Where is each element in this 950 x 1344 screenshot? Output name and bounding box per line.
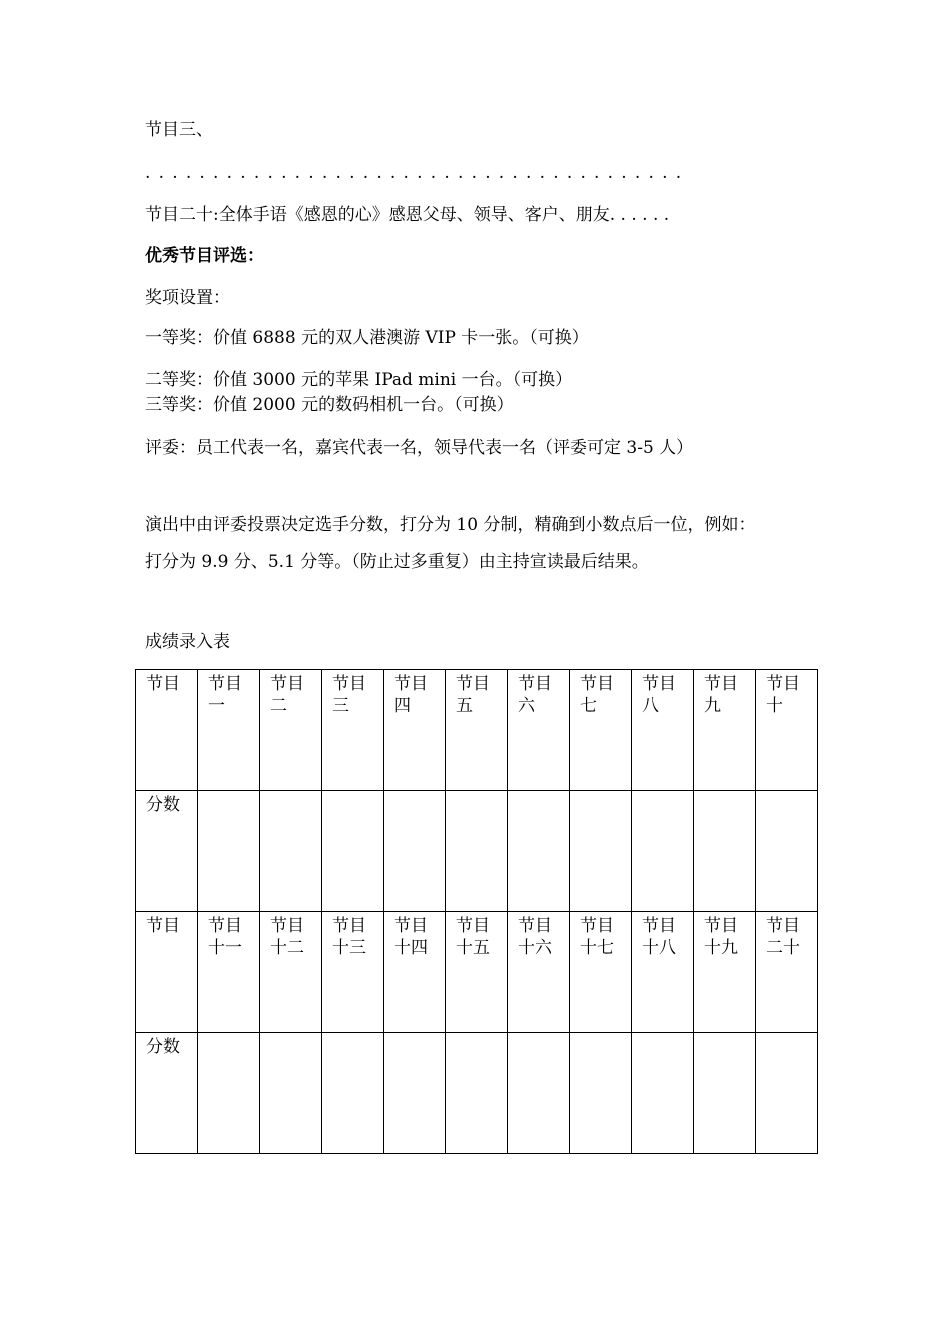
score-cell[interactable] <box>570 791 632 912</box>
row-header-program: 节目 <box>136 912 198 1033</box>
score-entry-table <box>135 669 818 1154</box>
score-cell[interactable] <box>446 1033 508 1154</box>
score-cell[interactable] <box>384 1033 446 1154</box>
program-header-cell: 节目十六 <box>508 912 570 1033</box>
scoring-rule-line-2: 打分为 9.9 分、5.1 分等。（防止过多重复）由主持宣读最后结果。 <box>145 552 649 572</box>
program-header-cell: 节目四 <box>384 670 446 791</box>
score-cell[interactable] <box>756 791 818 912</box>
selection-heading: 优秀节目评选： <box>145 246 264 266</box>
program-header-cell: 节目十一 <box>198 912 260 1033</box>
score-cell[interactable] <box>756 1033 818 1154</box>
program-header-cell: 节目十五 <box>446 912 508 1033</box>
program-header-cell: 节目三 <box>322 670 384 791</box>
scoring-rule-line-1: 演出中由评委投票决定选手分数，打分为 10 分制，精确到小数点后一位，例如： <box>145 515 756 535</box>
program-row-2 <box>136 912 818 1033</box>
program-header-cell: 节目一 <box>198 670 260 791</box>
score-row-1 <box>136 791 818 912</box>
program-header-cell: 节目五 <box>446 670 508 791</box>
program-header-cell: 节目十七 <box>570 912 632 1033</box>
program-header-cell: 节目九 <box>694 670 756 791</box>
program-three-line: 节目三、 <box>145 120 213 140</box>
row-header-score: 分数 <box>136 791 198 912</box>
program-header-cell: 节目六 <box>508 670 570 791</box>
program-header-cell: 节目二十 <box>756 912 818 1033</box>
score-cell[interactable] <box>322 791 384 912</box>
first-prize-line: 一等奖：价值 6888 元的双人港澳游 VIP 卡一张。（可换） <box>145 328 589 348</box>
table-title: 成绩录入表 <box>145 632 230 652</box>
score-cell[interactable] <box>260 1033 322 1154</box>
program-row-1 <box>136 670 818 791</box>
score-row-2 <box>136 1033 818 1154</box>
score-cell[interactable] <box>508 791 570 912</box>
program-header-cell: 节目十四 <box>384 912 446 1033</box>
program-header-cell: 节目十九 <box>694 912 756 1033</box>
row-header-program: 节目 <box>136 670 198 791</box>
second-prize-line: 二等奖：价值 3000 元的苹果 IPad mini 一台。（可换） <box>145 370 573 390</box>
judges-line: 评委：员工代表一名，嘉宾代表一名，领导代表一名（评委可定 3-5 人） <box>145 438 694 458</box>
program-header-cell: 节目十八 <box>632 912 694 1033</box>
score-cell[interactable] <box>322 1033 384 1154</box>
program-header-cell: 节目十三 <box>322 912 384 1033</box>
program-twenty-line: 节目二十:全体手语《感恩的心》感恩父母、领导、客户、朋友. . . . . . <box>145 205 670 225</box>
score-cell[interactable] <box>508 1033 570 1154</box>
score-cell[interactable] <box>260 791 322 912</box>
awards-setup-label: 奖项设置： <box>145 288 230 308</box>
score-cell[interactable] <box>694 791 756 912</box>
score-cell[interactable] <box>198 1033 260 1154</box>
program-header-cell: 节目二 <box>260 670 322 791</box>
program-header-cell: 节目七 <box>570 670 632 791</box>
score-cell[interactable] <box>632 1033 694 1154</box>
score-cell[interactable] <box>632 791 694 912</box>
row-header-score: 分数 <box>136 1033 198 1154</box>
score-cell[interactable] <box>198 791 260 912</box>
score-cell[interactable] <box>570 1033 632 1154</box>
third-prize-line: 三等奖：价值 2000 元的数码相机一台。（可换） <box>145 395 514 415</box>
program-header-cell: 节目八 <box>632 670 694 791</box>
score-cell[interactable] <box>694 1033 756 1154</box>
score-cell[interactable] <box>384 791 446 912</box>
program-header-cell: 节目十 <box>756 670 818 791</box>
ellipsis-line: . . . . . . . . . . . . . . . . . . . . . . . . . . . . . . . . . . . . . . . . <box>145 163 683 183</box>
program-header-cell: 节目十二 <box>260 912 322 1033</box>
score-cell[interactable] <box>446 791 508 912</box>
